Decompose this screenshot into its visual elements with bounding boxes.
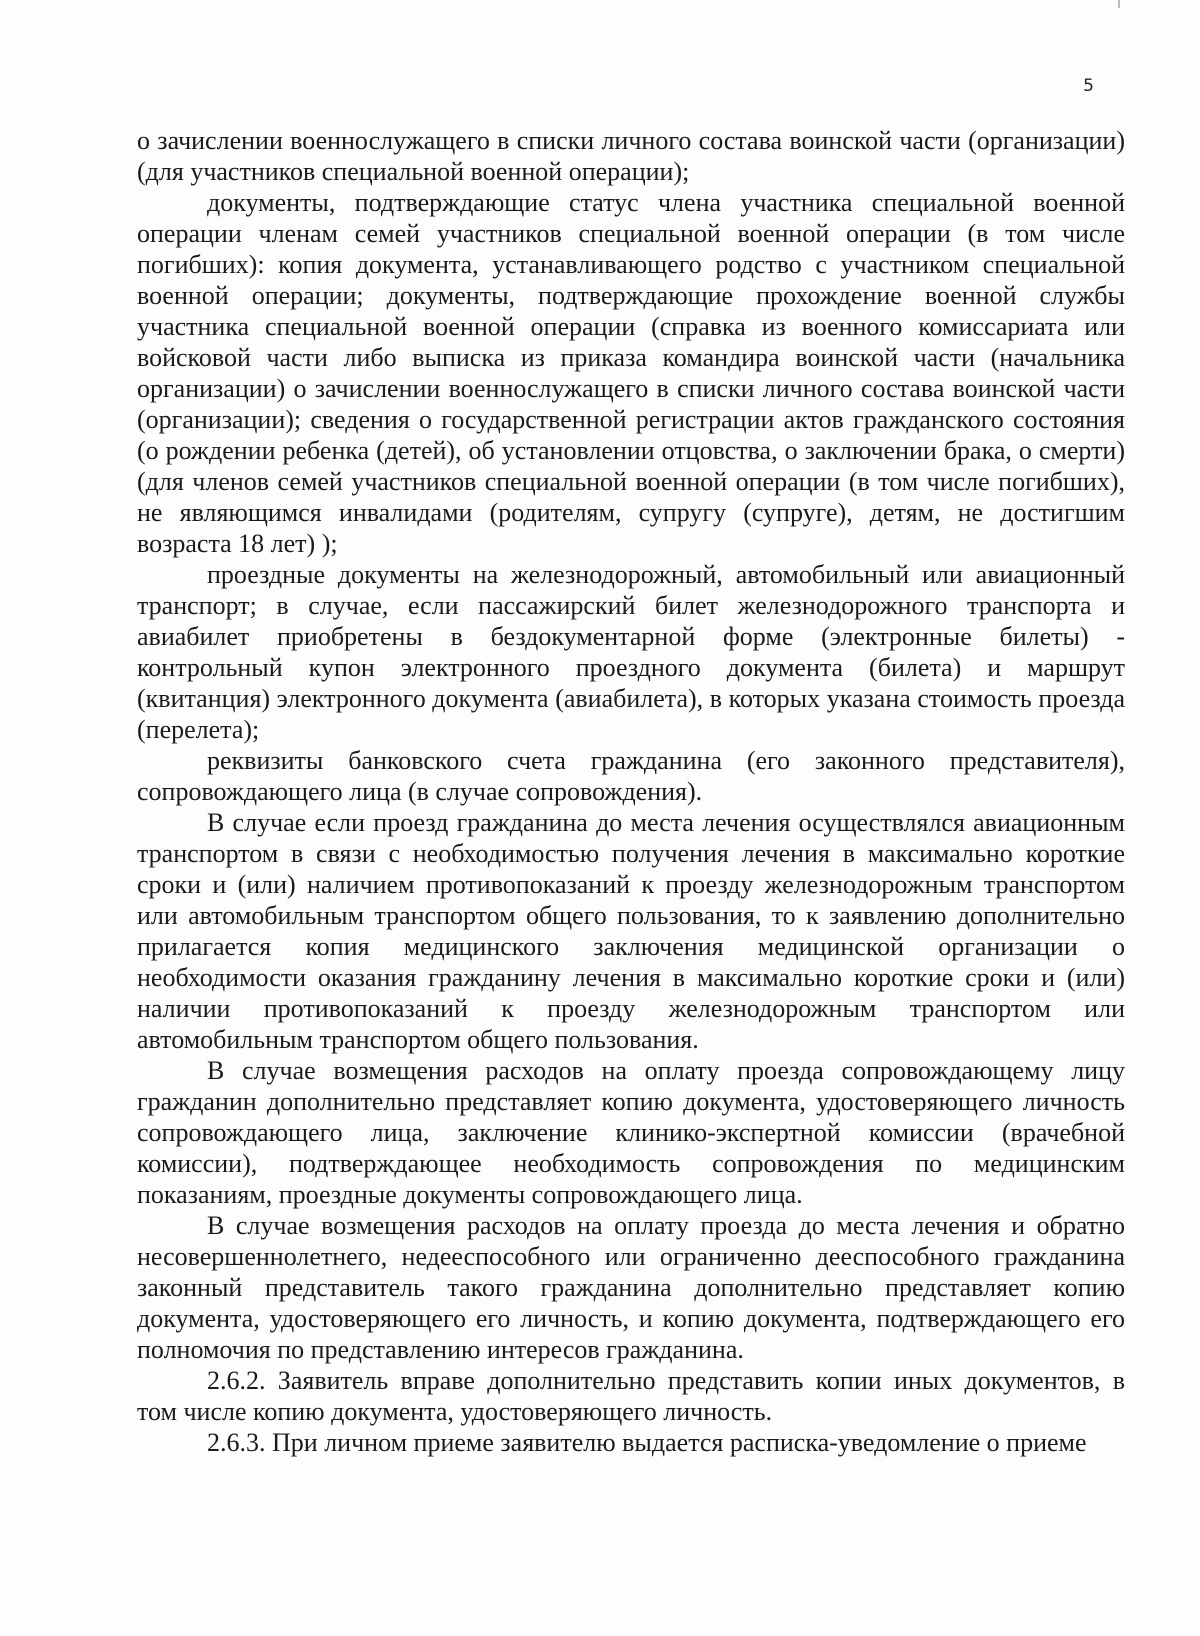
paragraph-accompanying-person: В случае возмещения расходов на оплату проезда сопровождающему лицу гражданин дополнительно представляет копию документа, удостоверяющего личность сопровождающего лица, заключение клинико-экспертной комиссии (врачебной комиссии), подтверждающее необходимость сопровождения по медицинским показаниям, проездные документы сопровождающего лица. [137,1056,1125,1209]
paragraph-family-status-documents: документы, подтверждающие статус члена участника специальной военной операции членам семей участников специальной военной операции (в том числе погибших): копия документа, устанавливающего родство с участником специальной военной операции; документы, подтверждающие прохождение военной службы участника специальной военной операции (справка из военного комиссариата или войсковой части либо выписка из приказа командира воинской части (начальника организации) о зачислении военнослужащего в списки личного состава воинской части (организации); сведения о государственной регистрации актов гражданского состояния (о рождении ребенка (детей), об установлении отцовства, о заключении брака, о смерти) (для членов семей участников специальной военной операции (в том числе погибших), не являющимся инвалидами (родителям, супругу (супруге), детям, не достигшим возраста 18 лет) ); [137,188,1125,558]
paragraph-2-6-3: 2.6.3. При личном приеме заявителю выдается расписка-уведомление о приеме [207,1428,1087,1457]
paragraph-air-travel: В случае если проезд гражданина до места лечения осуществлялся авиационным транспортом в связи с необходимостью получения лечения в максимально короткие сроки и (или) наличием противопоказаний к проезду железнодорожным транспортом или автомобильным транспортом общего пользования, то к заявлению дополнительно прилагается копия медицинского заключения медицинской организации о необходимости оказания гражданину лечения в максимально короткие сроки и (или) наличии противопоказаний к проезду железнодорожным транспортом или автомобильным транспортом общего пользования. [137,808,1125,1054]
scan-mark [1118,0,1120,8]
paragraph-travel-documents: проездные документы на железнодорожный, автомобильный или авиационный транспорт; в случае, если пассажирский билет железнодорожного транспорта и авиабилет приобретены в бездокументарной форме (электронные билеты) - контрольный купон электронного проездного документа (билета) и маршрут (квитанция) электронного документа (авиабилета), в которых указана стоимость проезда (перелета); [137,560,1125,744]
paragraph-legal-representative: В случае возмещения расходов на оплату проезда до места лечения и обратно несовершеннолетнего, недееспособного или ограниченно дееспособного гражданина законный представитель такого гражданина дополнительно представляет копию документа, удостоверяющего его личность, и копию документа, подтверждающего его полномочия по представлению интересов гражданина. [137,1211,1125,1364]
document-body [137,125,1125,1458]
paragraph-continuation: о зачислении военнослужащего в списки личного состава воинской части (организации) (для участников специальной военной операции); [137,126,1125,186]
paragraph-bank-details: реквизиты банковского счета гражданина (его законного представителя), сопровождающего лица (в случае сопровождения). [137,746,1125,806]
page-number: 5 [1083,76,1094,96]
paragraph-2-6-2: 2.6.2. Заявитель вправе дополнительно представить копии иных документов, в том числе копию документа, удостоверяющего личность. [137,1366,1125,1426]
